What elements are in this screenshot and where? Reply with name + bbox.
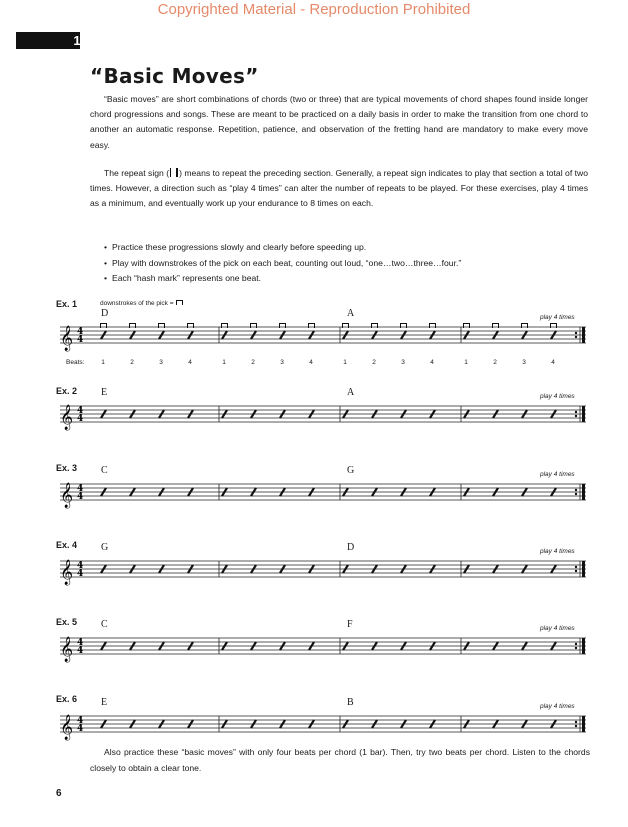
repeat-sign-icon — [170, 168, 178, 177]
downstroke-icon — [158, 323, 165, 328]
page-title: “Basic Moves” — [90, 64, 259, 88]
chord-symbol: G — [101, 542, 109, 553]
intro-paragraph: “Basic moves” are short combinations of chords (two or three) that are typical movements of chord shapes found inside longer chord progressions and songs. These are meant to be practiced on a daily basis in order to make the transition from one chord to another an automatic response. Repetition, patience, and observation of the fretting hand are mandatory to make every move easy. — [90, 94, 588, 150]
exercise-label: Ex. 1 — [56, 299, 78, 309]
music-staff — [60, 635, 586, 661]
repeat-barline-thick — [582, 638, 585, 654]
music-staff — [60, 713, 586, 739]
list-item: • Practice these progressions slowly and clearly before speeding up. — [104, 240, 584, 256]
downstroke-icon — [463, 323, 470, 328]
downstroke-icon — [550, 323, 557, 328]
repeat-text-before: The repeat sign ( — [104, 168, 170, 178]
repeat-instruction: play 4 times — [540, 314, 575, 321]
beat-number: 4 — [188, 359, 192, 366]
treble-clef-icon: 𝄞 — [60, 715, 74, 740]
music-staff — [60, 403, 586, 429]
treble-clef-icon: 𝄞 — [60, 405, 74, 430]
chord-symbol: D — [101, 308, 109, 319]
chord-symbol: D — [347, 542, 355, 553]
closing-paragraph: Also practice these “basic moves” with only four beats per chord (1 bar). Then, try two beats per chord. Listen to the chords closely to obtain a clear tone. — [90, 747, 590, 773]
beat-number: 3 — [522, 359, 526, 366]
downstroke-icon — [308, 323, 315, 328]
repeat-instruction: play 4 times — [540, 625, 575, 632]
repeat-dot — [575, 725, 577, 727]
time-signature: 4 — [77, 406, 84, 416]
time-signature: 4 — [77, 561, 84, 571]
treble-clef-icon: 𝄞 — [60, 560, 74, 585]
chord-symbol: A — [347, 308, 355, 319]
repeat-instruction: play 4 times — [540, 393, 575, 400]
page-number: 6 — [56, 788, 62, 799]
repeat-dot — [575, 721, 577, 723]
downstroke-icon — [371, 323, 378, 328]
repeat-barline-thick — [582, 484, 585, 500]
treble-clef-icon: 𝄞 — [60, 326, 74, 351]
repeat-dot — [575, 647, 577, 649]
beat-number: 1 — [343, 359, 347, 366]
chapter-number: 1 — [73, 33, 81, 48]
chord-symbol: B — [347, 697, 354, 708]
downstroke-icon — [250, 323, 257, 328]
beat-number: 4 — [309, 359, 313, 366]
repeat-dot — [575, 566, 577, 568]
beat-number: 4 — [430, 359, 434, 366]
time-signature: 4 — [77, 638, 84, 648]
chord-symbol: E — [101, 387, 108, 398]
chord-symbol: A — [347, 387, 355, 398]
music-staff — [60, 481, 586, 507]
time-signature: 4 — [77, 569, 84, 579]
time-signature: 4 — [77, 492, 84, 502]
repeat-sign-paragraph — [90, 166, 588, 212]
chord-symbol: C — [101, 619, 108, 630]
downstroke-icon — [400, 323, 407, 328]
repeat-dot — [575, 411, 577, 413]
repeat-instruction: play 4 times — [540, 703, 575, 710]
beat-number: 4 — [551, 359, 555, 366]
beat-number: 2 — [493, 359, 497, 366]
time-signature: 4 — [77, 724, 84, 734]
downstroke-icon — [187, 323, 194, 328]
repeat-instruction: play 4 times — [540, 471, 575, 478]
repeat-barline-thick — [582, 327, 585, 343]
downstroke-icon — [429, 323, 436, 328]
chord-symbol: E — [101, 697, 108, 708]
time-signature: 4 — [77, 646, 84, 656]
downstroke-hint — [100, 300, 183, 307]
exercise-label: Ex. 6 — [56, 694, 78, 704]
repeat-dot — [575, 489, 577, 491]
repeat-barline-thick — [582, 406, 585, 422]
time-signature: 4 — [77, 327, 84, 337]
downstroke-icon — [279, 323, 286, 328]
time-signature: 4 — [77, 484, 84, 494]
downstroke-icon — [521, 323, 528, 328]
downstroke-icon — [100, 323, 107, 328]
downstroke-icon — [129, 323, 136, 328]
music-staff — [60, 324, 586, 350]
beat-number: 1 — [101, 359, 105, 366]
beat-number: 2 — [372, 359, 376, 366]
time-signature: 4 — [77, 335, 84, 345]
repeat-dot — [575, 643, 577, 645]
practice-tips-list — [104, 240, 584, 287]
beat-number: 3 — [159, 359, 163, 366]
exercise-label: Ex. 5 — [56, 617, 78, 627]
music-staff — [60, 558, 586, 584]
downstroke-icon — [342, 323, 349, 328]
beat-number: 2 — [251, 359, 255, 366]
time-signature: 4 — [77, 716, 84, 726]
exercise-label: Ex. 3 — [56, 463, 78, 473]
repeat-barline-thick — [582, 561, 585, 577]
repeat-dot — [575, 336, 577, 338]
downstroke-hint-text: downstrokes of the pick = — [100, 300, 174, 307]
repeat-dot — [575, 332, 577, 334]
treble-clef-icon: 𝄞 — [60, 483, 74, 508]
repeat-instruction: play 4 times — [540, 548, 575, 555]
chord-symbol: C — [101, 465, 108, 476]
time-signature: 4 — [77, 414, 84, 424]
downstroke-icon — [492, 323, 499, 328]
beat-number: 1 — [222, 359, 226, 366]
downstroke-icon — [221, 323, 228, 328]
beats-label: Beats: — [66, 359, 85, 366]
chord-symbol: G — [347, 465, 355, 476]
copyright-watermark: Copyrighted Material - Reproduction Prohibited — [157, 1, 471, 18]
beat-number: 2 — [130, 359, 134, 366]
exercise-label: Ex. 4 — [56, 540, 78, 550]
chord-symbol: F — [347, 619, 353, 630]
repeat-dot — [575, 493, 577, 495]
beat-number: 3 — [280, 359, 284, 366]
downstroke-icon — [176, 300, 183, 305]
repeat-dot — [575, 415, 577, 417]
beat-number: 3 — [401, 359, 405, 366]
repeat-barline-thick — [582, 716, 585, 732]
list-item: • Each “hash mark” represents one beat. — [104, 271, 584, 287]
beat-number: 1 — [464, 359, 468, 366]
treble-clef-icon: 𝄞 — [60, 637, 74, 662]
exercise-label: Ex. 2 — [56, 386, 78, 396]
list-item: • Play with downstrokes of the pick on each beat, counting out loud, “one…two…three…four.” — [104, 256, 584, 272]
repeat-text-after: ) means to repeat the preceding section. Generally, a repeat sign indicates to play that section a total of two times. However, a direction such as “play 4 times” can alter the number of repeats to be played. For these exercises, play 4 times as a minimum, and eventually work up your endurance to 8 times on each. — [90, 168, 589, 209]
repeat-dot — [575, 570, 577, 572]
